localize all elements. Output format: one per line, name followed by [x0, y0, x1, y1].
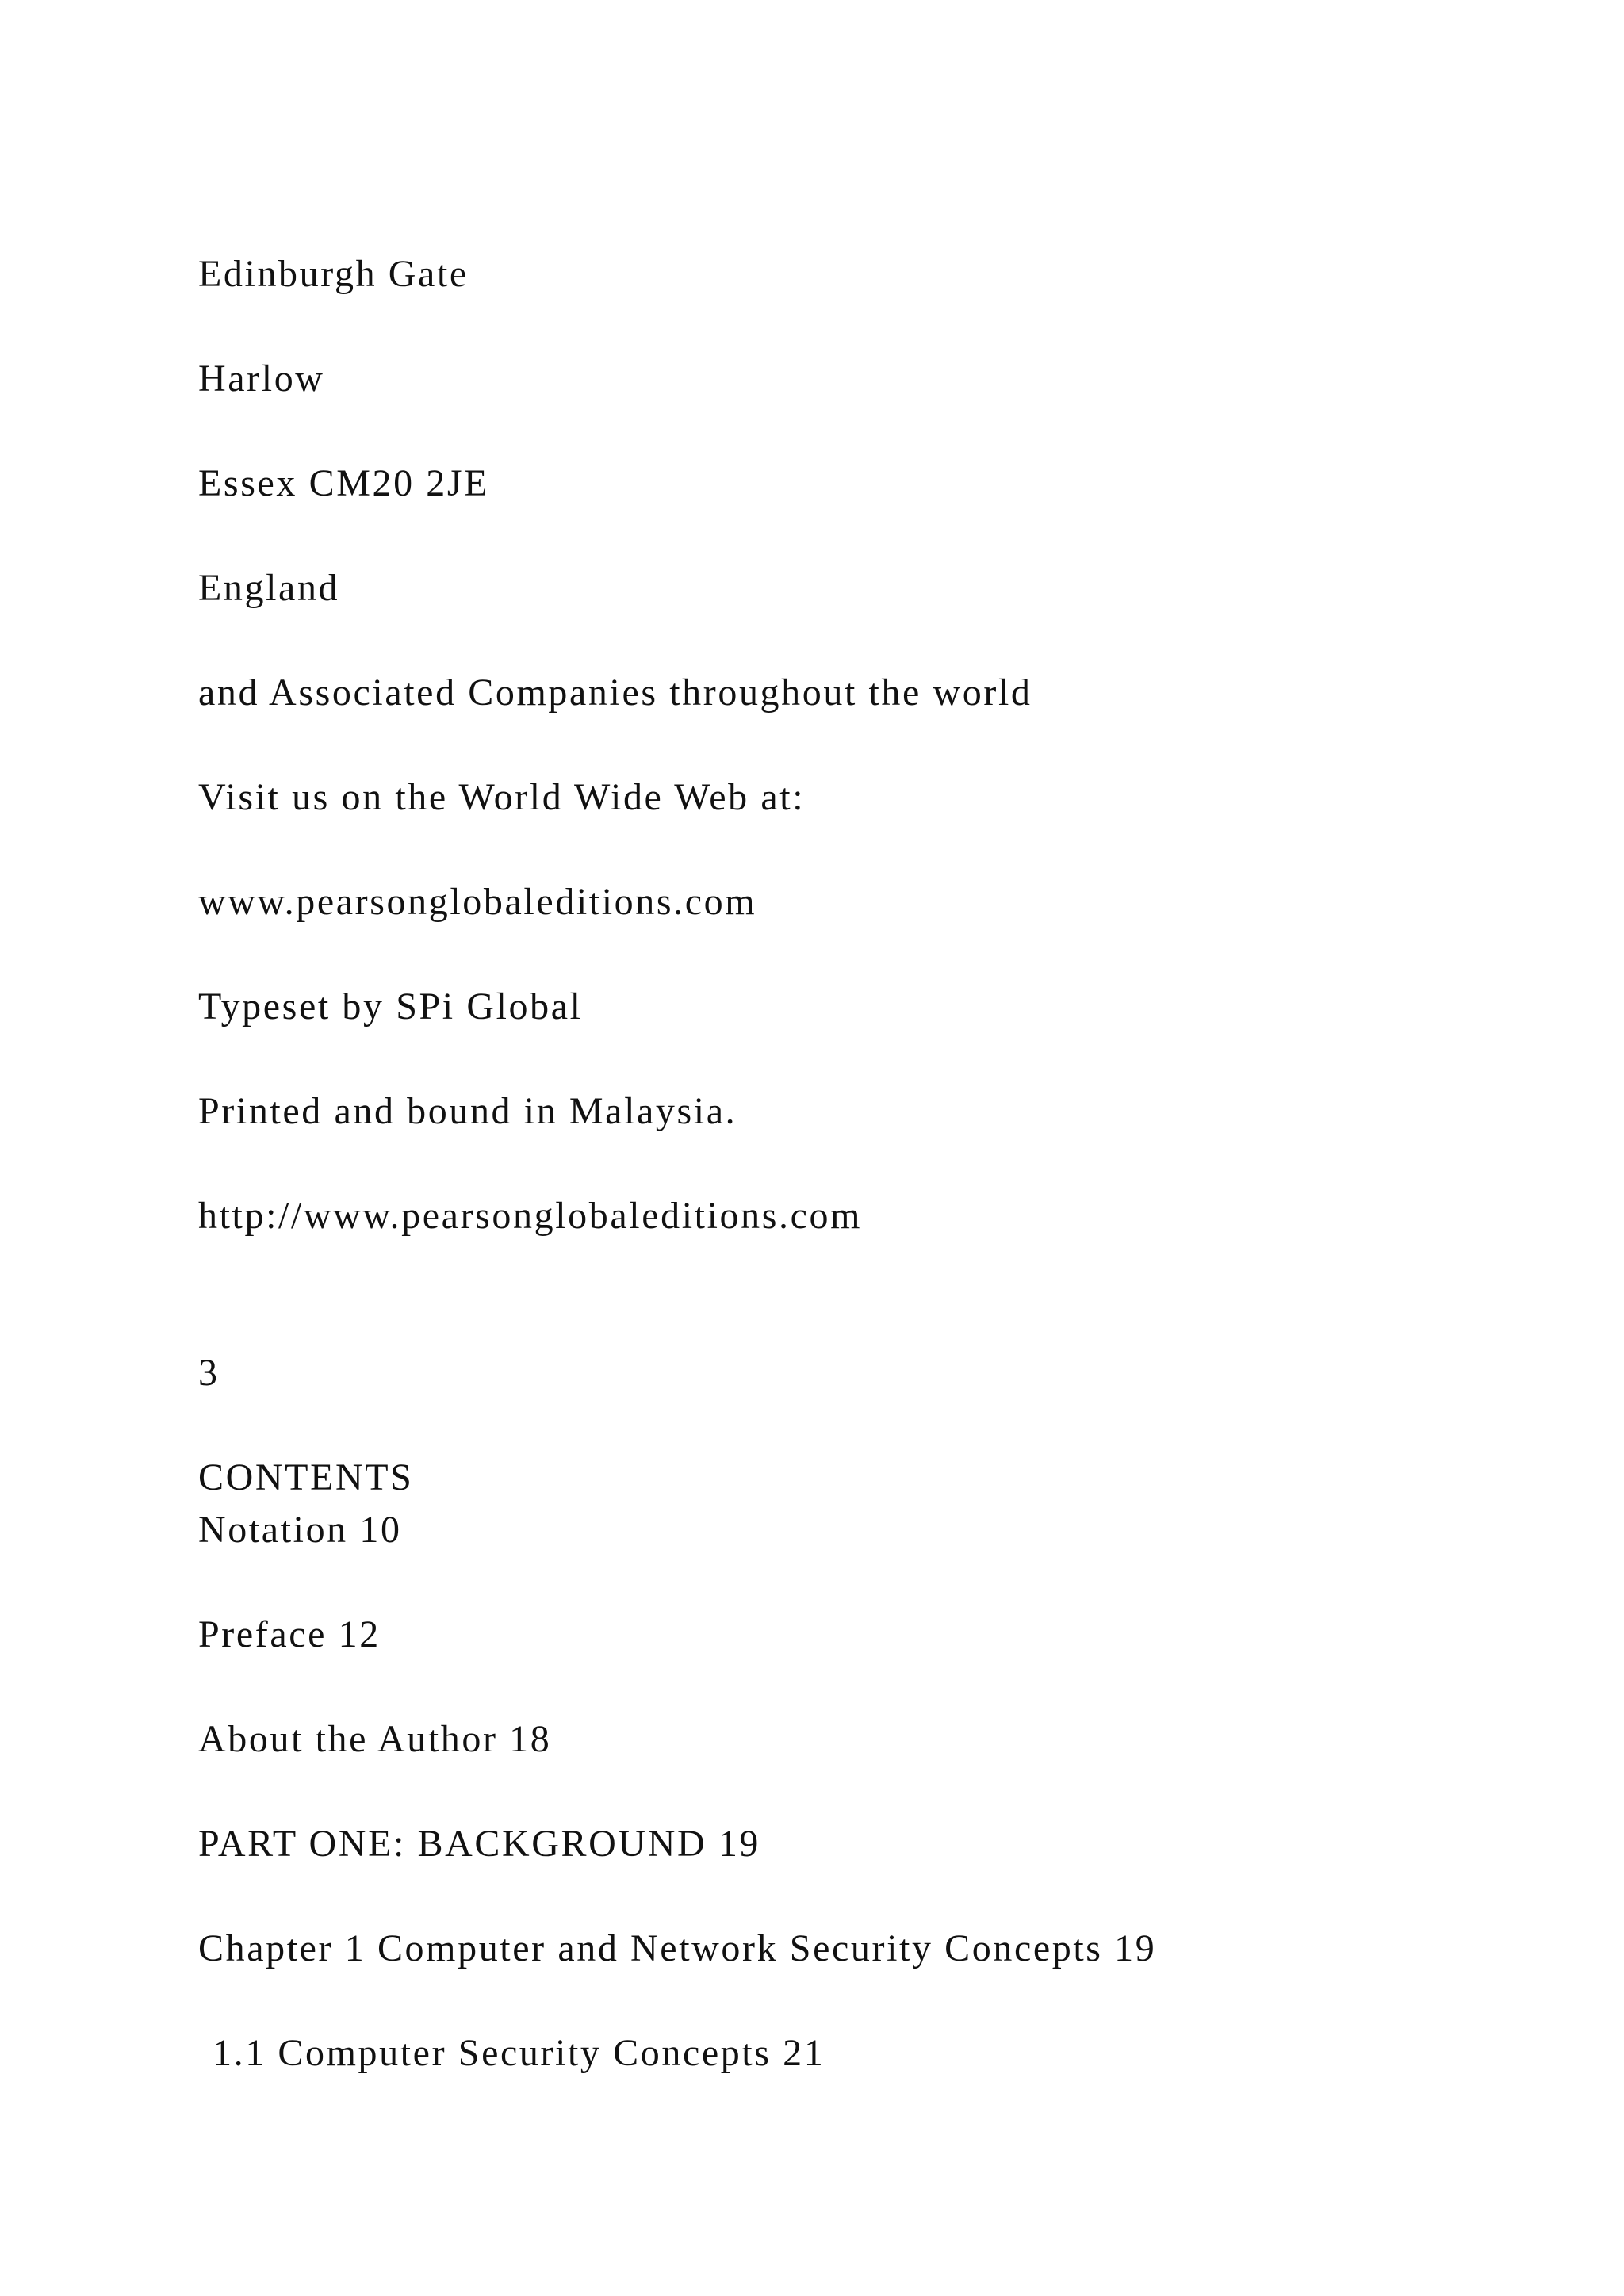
- toc-entry: Notation 10: [198, 1509, 402, 1551]
- address-line: England: [198, 567, 340, 609]
- contents-heading: CONTENTS: [198, 1456, 414, 1498]
- toc-entry: PART ONE: BACKGROUND 19: [198, 1823, 761, 1865]
- address-line: Essex CM20 2JE: [198, 462, 490, 504]
- associated-companies-text: and Associated Companies throughout the world: [198, 672, 1032, 714]
- toc-entry: About the Author 18: [198, 1718, 552, 1760]
- address-line: Edinburgh Gate: [198, 253, 469, 295]
- website-text: www.pearsonglobaleditions.com: [198, 881, 757, 923]
- toc-entry: Chapter 1 Computer and Network Security Concepts 19: [198, 1927, 1157, 1969]
- visit-label: Visit us on the World Wide Web at:: [198, 776, 806, 818]
- toc-entry: Preface 12: [198, 1613, 381, 1655]
- printed-text: Printed and bound in Malaysia.: [198, 1090, 737, 1132]
- url-text: http://www.pearsonglobaleditions.com: [198, 1195, 863, 1237]
- address-line: Harlow: [198, 358, 325, 400]
- page-number: 3: [198, 1352, 220, 1394]
- typeset-text: Typeset by SPi Global: [198, 985, 583, 1027]
- toc-entry: 1.1 Computer Security Concepts 21: [213, 2032, 825, 2074]
